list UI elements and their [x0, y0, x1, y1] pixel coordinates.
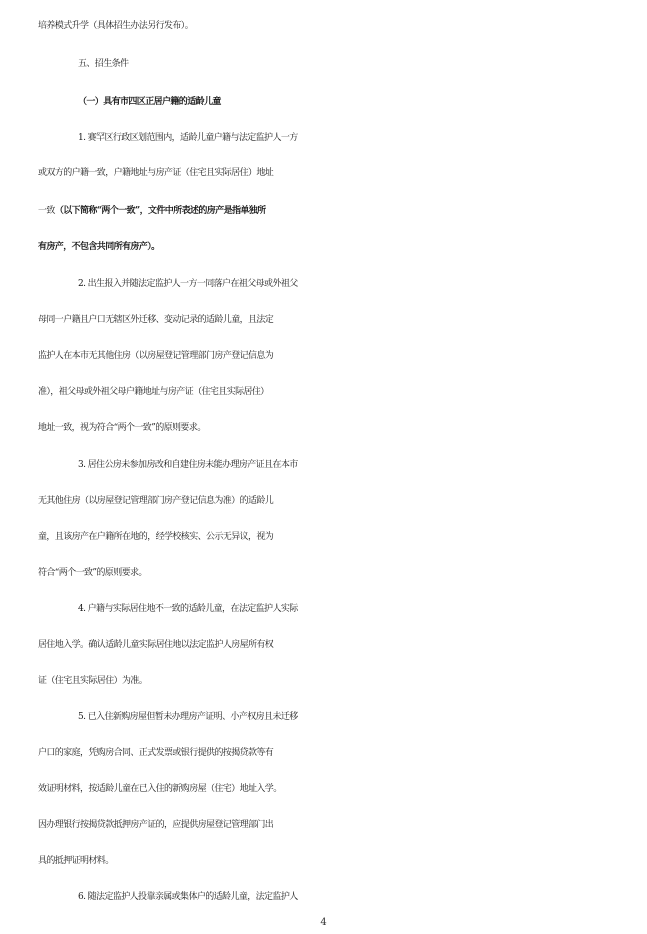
text-run: （一）具有市四区正居户籍的适龄儿童: [78, 97, 221, 107]
text-run: 或双方的户籍一致，户籍地址与房产证（住宅且实际居住）地址: [38, 168, 274, 178]
paragraph-first-line: [78, 120, 647, 156]
text-run: 居住地入学。确认适龄儿童实际居住地以法定监护人房屋所有权: [38, 640, 274, 650]
text-line: [38, 155, 647, 191]
paragraph-first-line: [78, 591, 647, 627]
text-run: 1. 赛罕区行政区划范围内，适龄儿童户籍与法定监护人一方: [78, 133, 298, 143]
text-run: 效证明材料，按适龄儿童在已入住的新购房屋（住宅）地址入学。: [38, 784, 282, 794]
text-run: 具的抵押证明材料。: [38, 856, 114, 866]
text-line: [38, 338, 647, 374]
paragraph-first-line: [78, 266, 647, 302]
text-line: [38, 374, 647, 410]
text-run: 童，且该房产在户籍所在地的，经学校核实、公示无异议，视为: [38, 532, 274, 542]
text-line: [38, 663, 647, 699]
text-line: [38, 229, 647, 265]
subsection-heading: [78, 84, 647, 120]
text-line: [38, 843, 647, 879]
text-line: [38, 555, 647, 591]
text-run: 4. 户籍与实际居住地不一致的适龄儿童，在法定监护人实际: [78, 604, 298, 614]
text-line: [38, 735, 647, 771]
text-line: [38, 519, 647, 555]
text-line: [38, 771, 647, 807]
text-line: [38, 483, 647, 519]
text-run: 培养模式升学（具体招生办法另行发布）。: [38, 21, 194, 31]
section-heading: [78, 46, 647, 82]
text-run: 五、招生条件: [78, 59, 129, 69]
text-run: 户口的家庭，凭购房合同、正式发票或银行提供的按揭贷款等有: [38, 748, 274, 758]
text-line: [38, 627, 647, 663]
text-run: 母同一户籍且户口无辖区外迁移、变动记录的适龄儿童，且法定: [38, 315, 274, 325]
text-run: 一致: [38, 206, 55, 216]
page-number: 4: [320, 917, 327, 928]
text-run: 无其他住房（以房屋登记管理部门房产登记信息为准）的适龄儿: [38, 496, 274, 506]
text-line: [38, 8, 647, 44]
text-run: 6. 随法定监护人投靠亲属或集体户的适龄儿童，法定监护人: [78, 892, 298, 902]
text-run: 3. 居住公房未参加房改和自建住房未能办理房产证且在本市: [78, 460, 298, 470]
text-line: [38, 302, 647, 338]
paragraph-first-line: [78, 699, 647, 735]
text-run: 监护人在本市无其他住房（以房屋登记管理部门房产登记信息为: [38, 351, 274, 361]
text-run: 证（住宅且实际居住）为准。: [38, 676, 148, 686]
text-line: [38, 807, 647, 843]
text-line: [38, 410, 647, 446]
paragraph-first-line: [78, 879, 647, 915]
text-run: 因办理银行按揭贷款抵押房产证的，应提供房屋登记管理部门出: [38, 820, 274, 830]
text-run: 地址一致，视为符合“两个一致”的原则要求。: [38, 423, 206, 433]
text-run: 符合“两个一致”的原则要求。: [38, 568, 147, 578]
text-run: 5. 已入住新购房屋但暂未办理房产证明、小产权房且未迁移: [78, 712, 298, 722]
bold-text-run: 有房产，不包含共同所有房产）。: [38, 242, 160, 252]
text-run: 准），祖父母或外祖父母户籍地址与房产证（住宅且实际居住）: [38, 387, 269, 397]
paragraph-first-line: [78, 447, 647, 483]
bold-text-run: （以下简称“两个一致”，文件中所表述的房产是指单独所: [54, 206, 266, 216]
text-line: [38, 193, 647, 229]
text-run: 2. 出生报入并随法定监护人一方一同落户在祖父母或外祖父: [78, 279, 298, 289]
